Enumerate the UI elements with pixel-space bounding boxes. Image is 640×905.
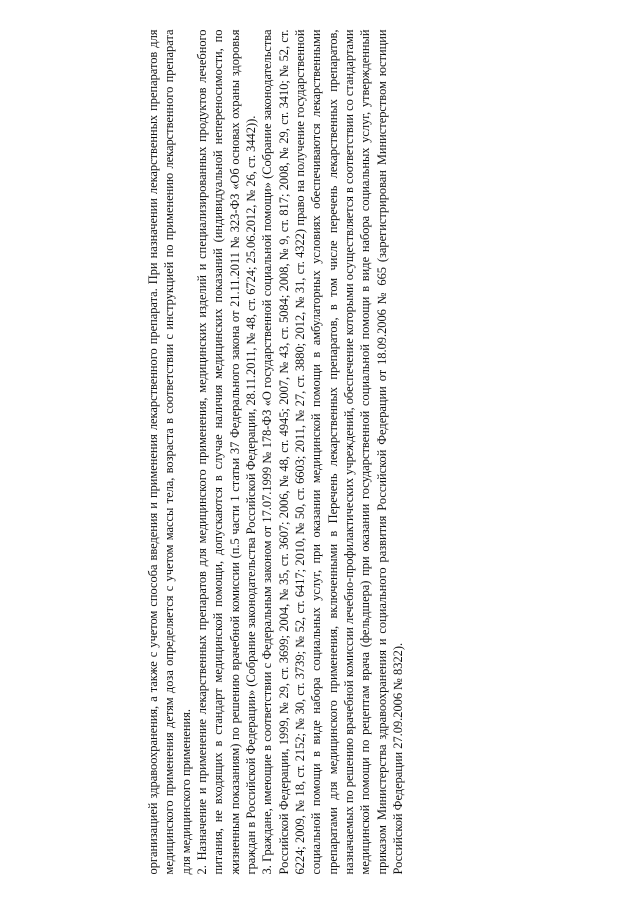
paragraph-2: 2. Назначение и применение лекарственных препаратов для медицинского применения, медицинских изделий и специализированных продуктов лечебного питания, не входящих в стандарт медицинской помощи, допускаются в случае наличия медицинских показаний (индивидуальной непереносимости, по жизненным показаниям) по решению врачебной комиссии (п.5 части 1 статьи 37 Федерального закона от 21.11.2011 № 323-ФЗ «Об основах охраны здоровья граждан в Российской Федерации» (Собрание законодательства Российской Федерации, 28.11.2011, № 48, ст. 6724; 25.06.2012, № 26, ст. 3442)).	[195, 29, 259, 875]
paragraph-3: 3. Граждане, имеющие в соответствии с Федеральным законом от 17.07.1999 № 178-ФЗ «О государственной социальной помощи» (Собрание законодательства Российской Федерации, 1999, № 29, ст. 3699; 2004, № 35, ст. 3607; 2006, № 48, ст. 4945; 2007, № 43, ст. 5084; 2008, № 9, ст. 817; 2008, № 29, ст. 3410; № 52, ст. 6224; 2009, № 18, ст. 2152; № 30, ст. 3739; № 52, ст. 6417; 2010, № 50, ст. 6603; 2011, № 27, ст. 3880; 2012, № 31, ст. 4322) право на получение государственной социальной помощи в виде набора социальных услуг, при оказании медицинской помощи в амбулаторных условиях обеспечиваются лекарственными препаратами для медицинского применения, включенными в Перечень лекарственных препаратов, в том числе перечень лекарственных препаратов, назначаемых по решению врачебной комиссии лечебно-профилактических учреждений, обеспечение которыми осуществляется в соответствии со стандартами медицинской помощи по рецептам врача (фельдшера) при оказании государственной социальной помощи в виде набора социальных услуг, утвержденный приказом Министерства здравоохранения и социального развития Российской Федерации от 18.09.2006 № 665 (зарегистрирован Министерством юстиции Российской Федерации 27.09.2006 № 8322).	[260, 29, 406, 875]
rotated-text-block	[145, 30, 495, 875]
paragraph-continuation: организацией здравоохранения, а также с учетом способа введения и применения лекарственного препарата. При назначении лекарственных препаратов для медицинского применения детям доза определяется с учетом массы тела, возраста в соответствии с инструкцией по применению лекарственного препарата для медицинского применения.	[146, 29, 193, 875]
